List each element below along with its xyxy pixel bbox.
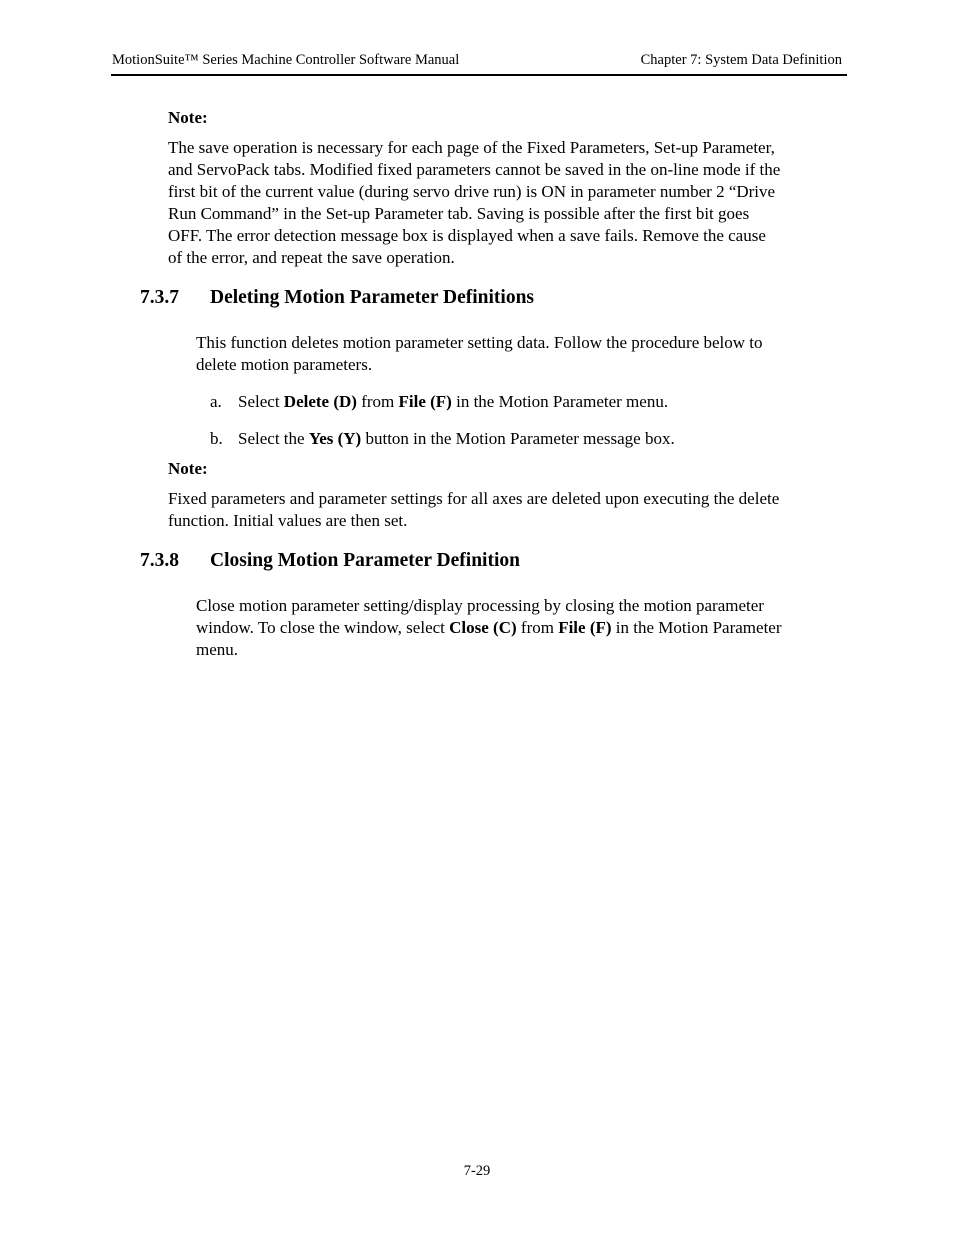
button-yes: Yes (Y): [308, 429, 362, 448]
step-a: [210, 391, 668, 413]
step-text: in the Motion Parameter menu.: [451, 392, 669, 411]
section-number: 7.3.8: [140, 550, 179, 571]
menu-item-delete: Delete (D): [283, 392, 357, 411]
text: in the Motion Parameter: [611, 618, 782, 637]
text: window. To close the window, select: [196, 618, 450, 637]
step-b: [210, 428, 675, 450]
step-marker: a.: [210, 392, 222, 411]
note-label: Note:: [168, 459, 208, 478]
page-number: 7-29: [463, 1163, 491, 1179]
menu-file: File (F): [558, 618, 612, 637]
section-heading-7-3-7: [140, 287, 534, 309]
section-number: 7.3.7: [140, 287, 179, 308]
step-text: button in the Motion Parameter message box.: [361, 429, 675, 448]
menu-file: File (F): [398, 392, 452, 411]
manual-title: MotionSuite™ Series Machine Controller Software Manual: [112, 52, 460, 68]
step-text: Select: [238, 392, 284, 411]
note-line: OFF. The error detection message box is displayed when a save fails. Remove the cause: [168, 226, 766, 245]
text: from: [516, 618, 559, 637]
paragraph-line: This function deletes motion parameter setting data. Follow the procedure below to: [196, 333, 763, 352]
note-line: The save operation is necessary for each page of the Fixed Parameters, Set-up Parameter,: [168, 138, 775, 157]
note-label: Note:: [168, 108, 208, 127]
paragraph-line: delete motion parameters.: [196, 355, 373, 374]
note-line: and ServoPack tabs. Modified fixed parameters cannot be saved in the on-line mode if the: [168, 160, 781, 179]
section-body: [196, 595, 782, 661]
page-header: [111, 50, 847, 76]
menu-item-close: Close (C): [449, 618, 517, 637]
paragraph-line: [196, 617, 782, 639]
paragraph-line: Close motion parameter setting/display processing by closing the motion parameter: [196, 596, 764, 615]
paragraph-line: menu.: [196, 640, 239, 659]
section-heading-7-3-8: [140, 550, 520, 572]
step-text: Select the: [238, 429, 309, 448]
note-line: of the error, and repeat the save operation.: [168, 248, 455, 267]
note-line: Fixed parameters and parameter settings for all axes are deleted upon executing the delete: [168, 489, 780, 508]
note-line: first bit of the current value (during servo drive run) is ON in parameter number 2 “Drive: [168, 182, 776, 201]
chapter-title: Chapter 7: System Data Definition: [640, 52, 842, 68]
note-delete: [168, 458, 779, 532]
step-text: from: [356, 392, 399, 411]
section-title: Deleting Motion Parameter Definitions: [210, 287, 535, 308]
step-marker: b.: [210, 429, 223, 448]
note-line: function. Initial values are then set.: [168, 511, 408, 530]
section-title: Closing Motion Parameter Definition: [210, 550, 520, 571]
note-line: Run Command” in the Set-up Parameter tab. Saving is possible after the first bit goes: [168, 204, 750, 223]
note-save-operation: [168, 107, 780, 269]
section-intro: [196, 332, 763, 376]
